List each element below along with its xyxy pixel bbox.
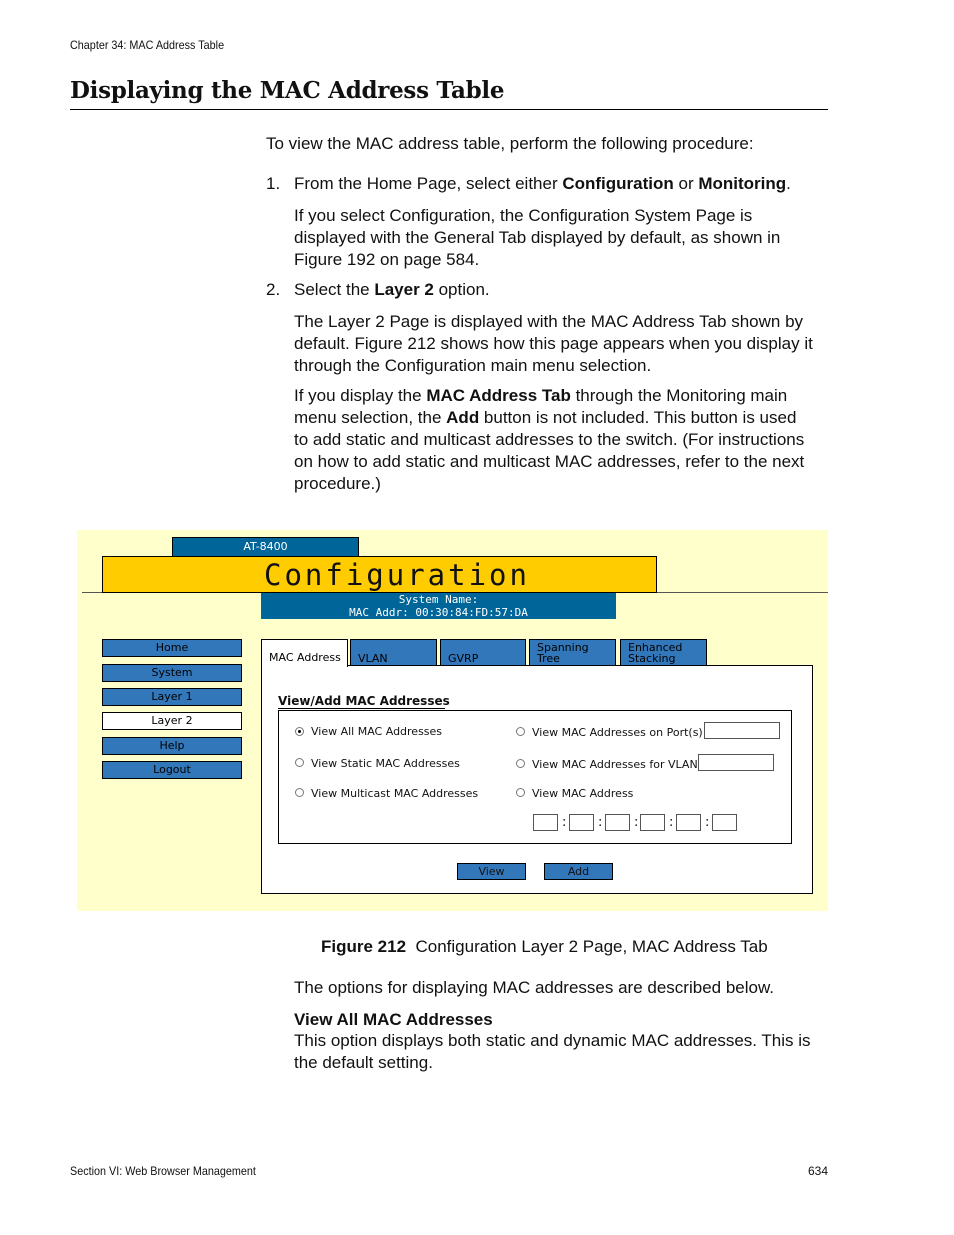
section-title: Displaying the MAC Address Table [70,77,505,104]
tab-enhanced-stacking[interactable]: Enhanced Stacking [620,639,707,665]
step-1-paragraph: If you select Configuration, the Configuration System Page is displayed with the General Tab displayed by default, as shown in Figure 192 on page 584. [294,206,781,269]
mac-octet-input[interactable] [569,814,594,831]
view-all-subheading: View All MAC Addresses [294,1010,493,1029]
mac-separator: : [669,815,674,830]
radio-view-multicast[interactable] [295,788,304,797]
nav-home-button[interactable]: Home [102,639,242,657]
mac-separator: : [598,815,603,830]
tab-mac-address[interactable]: MAC Address [261,639,348,667]
nav-help-button[interactable]: Help [102,737,242,755]
system-info-bar [261,593,616,619]
step-2-number: 2. [266,280,281,299]
intro-paragraph: To view the MAC address table, perform the following procedure: [266,134,754,153]
model-label: AT-8400 [172,537,359,557]
mac-octet-input[interactable] [640,814,665,831]
options-intro-paragraph: The options for displaying MAC addresses are described below. [294,978,775,997]
option-view-static-label: View Static MAC Addresses [311,757,460,770]
nav-logout-button[interactable]: Logout [102,761,242,779]
option-view-vlan-label: View MAC Addresses for VLAN [532,758,698,771]
option-view-all-label: View All MAC Addresses [311,725,443,738]
banner-title: Configuration [264,558,530,592]
step-1-number: 1. [266,174,281,193]
chapter-header: Chapter 34: MAC Address Table [70,38,225,52]
port-input[interactable] [704,722,780,739]
step-2-paragraph-1: The Layer 2 Page is displayed with the MAC Address Tab shown by default. Figure 212 shows how this page appears when you display it through the Configuration main menu selection. [294,312,813,375]
option-view-port-label: View MAC Addresses on Port(s) [532,726,703,739]
nav-layer2-button[interactable]: Layer 2 [102,712,242,730]
mac-address-label: MAC Addr: 00:30:84:FD:57:DA [349,606,528,619]
tab-vlan[interactable]: VLAN [350,639,437,665]
vlan-input[interactable] [698,754,774,771]
footer-section: Section VI: Web Browser Management [70,1164,256,1178]
step-2-paragraph-2: If you display the MAC Address Tab through the Monitoring main menu selection, the Add button is not included. This button is used to add static and multicast addresses to the switch. (For instructions on how to add static and multicast MAC addresses, refer to the next procedure.) [294,386,805,493]
tab-spanning-tree[interactable]: Spanning Tree [529,639,616,665]
mac-separator: : [562,815,567,830]
figure-caption: Figure 212 Configuration Layer 2 Page, MAC Address Tab [321,937,768,956]
title-rule [70,109,828,110]
nav-system-button[interactable]: System [102,664,242,682]
option-view-multicast-label: View Multicast MAC Addresses [311,787,479,800]
mac-octet-input[interactable] [676,814,701,831]
add-button[interactable]: Add [544,863,613,880]
mac-octet-input[interactable] [533,814,558,831]
radio-view-static[interactable] [295,758,304,767]
mac-separator: : [634,815,639,830]
mac-octet-input[interactable] [605,814,630,831]
panel-heading: View/Add MAC Addresses [278,694,450,708]
system-name-label: System Name: [398,593,479,606]
radio-view-port[interactable] [516,727,525,736]
view-button[interactable]: View [457,863,526,880]
radio-view-vlan[interactable] [516,759,525,768]
radio-view-mac[interactable] [516,788,525,797]
mac-octet-input[interactable] [712,814,737,831]
step-1-text: From the Home Page, select either Configuration or Monitoring. [294,174,791,193]
option-view-mac-label: View MAC Address [532,787,634,800]
view-all-description: This option displays both static and dynamic MAC addresses. This is the default setting. [294,1031,811,1072]
step-2-text: Select the Layer 2 option. [294,280,490,299]
page-number: 634 [807,1164,828,1178]
mac-separator: : [705,815,710,830]
nav-layer1-button[interactable]: Layer 1 [102,688,242,706]
panel-heading-underline [278,708,445,709]
tab-gvrp[interactable]: GVRP [440,639,526,665]
radio-view-all[interactable] [295,727,304,736]
